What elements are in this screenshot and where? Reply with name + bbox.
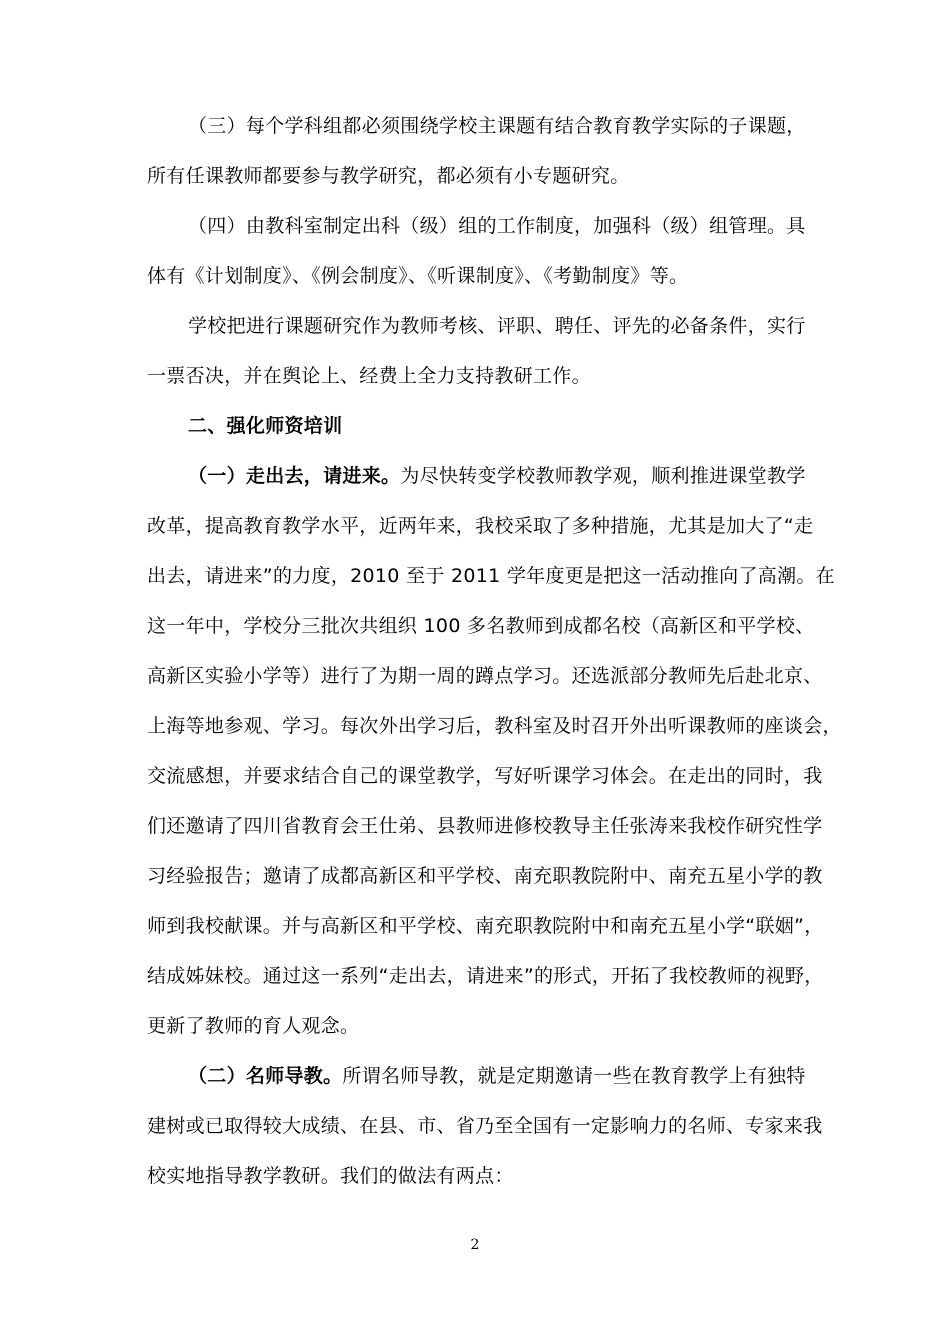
- paragraph-line-with-heading: [188, 1063, 848, 1089]
- paragraph-line: 建树或已取得较大成绩、在县、市、省乃至全国有一定影响力的名师、专家来我: [147, 1115, 823, 1137]
- paragraph-line: （三）每个学科组都必须围绕学校主课题有结合教育教学实际的子课题，: [188, 115, 806, 137]
- paragraph-line: 改革，提高教育教学水平，近两年来，我校采取了多种措施，尤其是加大了“走: [147, 515, 814, 537]
- paragraph-line: 师到我校献课。并与高新区和平学校、南充职教院附中和南充五星小学“联姻”，: [147, 915, 824, 937]
- paragraph-line: 们还邀请了四川省教育会王仕弟、县教师进修校教导主任张涛来我校作研究性学: [147, 815, 823, 837]
- paragraph-line: 上海等地参观、学习。每次外出学习后，教科室及时召开外出听课教师的座谈会，: [147, 715, 842, 737]
- paragraph-line: 出去，请进来”的力度，2010 至于 2011 学年度更是把这一活动推向了高潮。在: [147, 565, 835, 587]
- paragraph-line: 校实地指导教学教研。我们的做法有两点：: [147, 1165, 514, 1187]
- subsection-heading: （二）名师导教。: [188, 1065, 343, 1087]
- section-heading: 二、强化师资培训: [188, 415, 343, 437]
- paragraph-line: 高新区实验小学等）进行了为期一周的蹲点学习。还选派部分教师先后赴北京、: [147, 665, 823, 687]
- paragraph-line-with-heading: [188, 463, 848, 489]
- paragraph-line: 结成姊妹校。通过这一系列“走出去，请进来”的形式，开拓了我校教师的视野，: [147, 965, 824, 987]
- subsection-heading: （一）走出去，请进来。: [188, 465, 401, 487]
- paragraph-line: 所有任课教师都要参与教学研究，都必须有小专题研究。: [147, 165, 630, 187]
- paragraph-line: 这一年中，学校分三批次共组织 100 多名教师到成都名校（高新区和平学校、: [147, 615, 815, 637]
- paragraph-line: （四）由教科室制定出科（级）组的工作制度，加强科（级）组管理。具: [188, 215, 806, 237]
- paragraph-line: 学校把进行课题研究作为教师考核、评职、聘任、评先的必备条件，实行: [188, 315, 806, 337]
- paragraph-line: 一票否决，并在舆论上、经费上全力支持教研工作。: [147, 365, 591, 387]
- paragraph-text: 所谓名师导教，就是定期邀请一些在教育教学上有独特: [342, 1065, 806, 1087]
- paragraph-line: 体有《计划制度》、《例会制度》、《听课制度》、《考勤制度》等。: [147, 265, 689, 287]
- page-number: 2: [470, 1237, 480, 1253]
- paragraph-line: 习经验报告；邀请了成都高新区和平学校、南充职教院附中、南充五星小学的教: [147, 865, 823, 887]
- paragraph-line: 更新了教师的育人观念。: [147, 1015, 360, 1037]
- paragraph-line: 交流感想，并要求结合自己的课堂教学，写好听课学习体会。在走出的同时，我: [147, 765, 823, 787]
- paragraph-text: 为尽快转变学校教师教学观，顺利推进课堂教学: [400, 465, 806, 487]
